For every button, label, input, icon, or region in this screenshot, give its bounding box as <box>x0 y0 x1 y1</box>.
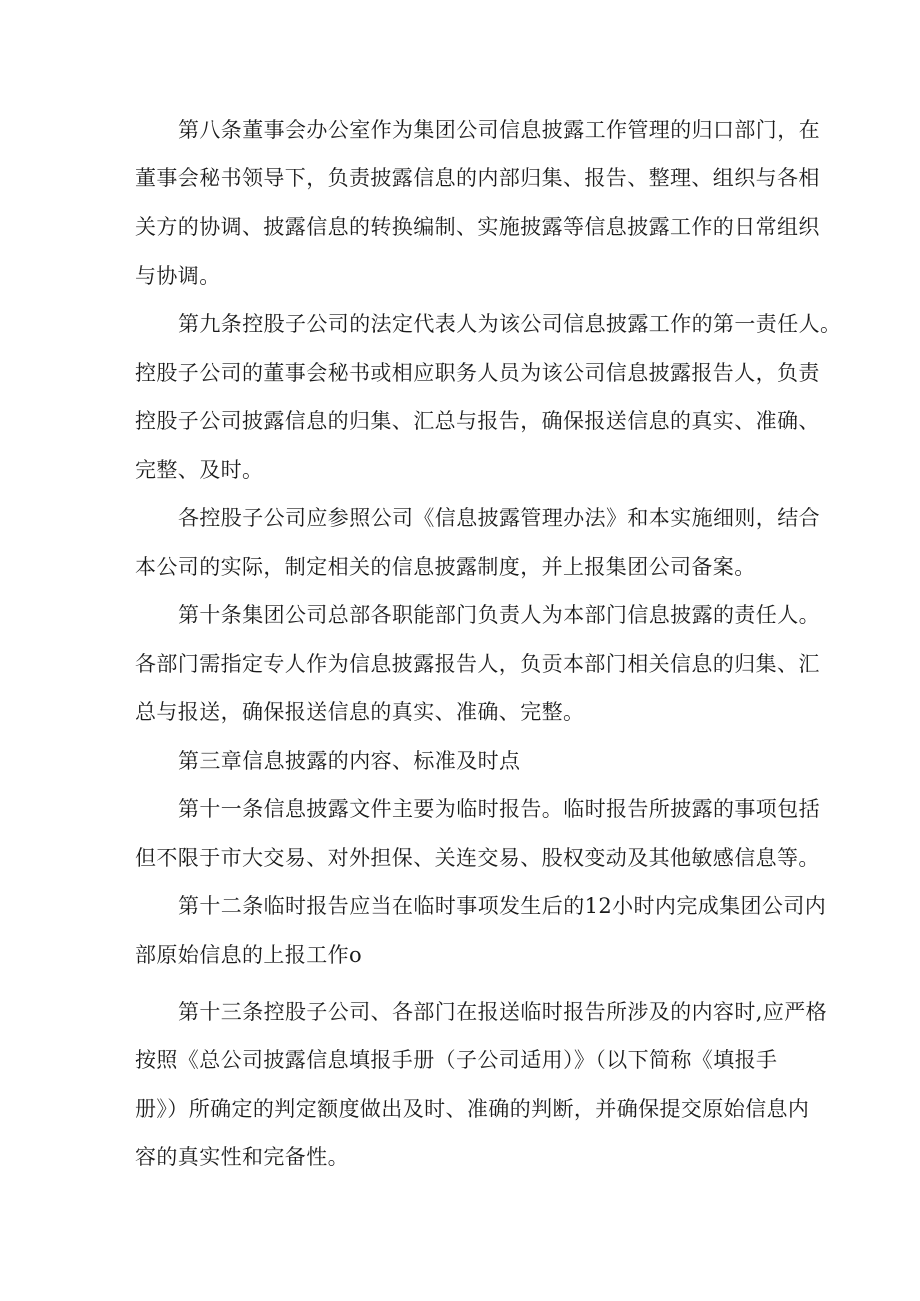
paragraph-line: 但不限于市大交易、对外担保、关连交易、股权变动及其他敏感信息等。 <box>135 846 820 870</box>
paragraph-line: 关方的协调、披露信息的转换编制、实施披露等信息披露工作的日常组织 <box>135 215 820 239</box>
chapter-heading: 第三章信息披露的内容、标准及时点 <box>178 749 521 773</box>
paragraph-line: 部原始信息的上报工作o <box>135 943 363 967</box>
paragraph-line: 第十一条信息披露文件主要为临时报告。临时报告所披露的事项包括 <box>178 797 820 821</box>
paragraph-line: 第九条控股子公司的法定代表人为该公司信息披露工作的第一责任人。 <box>178 312 842 336</box>
paragraph-line: 按照《总公司披露信息填报手册（子公司适用）》（以下简称《填报手 <box>135 1048 778 1072</box>
paragraph-line: 控股子公司的董事会秘书或相应职务人员为该公司信息披露报告人，负责 <box>135 361 820 385</box>
paragraph-line: 完整、及时。 <box>135 458 264 482</box>
paragraph-line: 本公司的实际，制定相关的信息披露制度，并上报集团公司备案。 <box>135 555 756 579</box>
paragraph-line: 与协调。 <box>135 264 221 288</box>
paragraph-line: 各控股子公司应参照公司《信息披露管理办法》和本实施细则，结合 <box>178 506 820 530</box>
paragraph-line: 董事会秘书领导下，负责披露信息的内部归集、报告、整理、组织与各相 <box>135 166 820 190</box>
paragraph-line: 第十三条控股子公司、各部门在报送临时报告所涉及的内容时,应严格 <box>178 1000 828 1024</box>
paragraph-line: 总与报送，确保报送信息的真实、准确、完整。 <box>135 700 585 724</box>
paragraph-line: 第八条董事会办公室作为集团公司信息披露工作管理的归口部门，在 <box>178 118 820 142</box>
paragraph-line: 各部门需指定专人作为信息披露报告人，负贡本部门相关信息的归集、汇 <box>135 652 820 676</box>
paragraph-line: 容的真实性和完备性。 <box>135 1145 349 1169</box>
paragraph-line: 第十二条临时报告应当在临时事项发生后的12小时内完成集团公司内 <box>178 894 827 918</box>
paragraph-line: 第十条集团公司总部各职能部门负责人为本部门信息披露的责任人。 <box>178 603 820 627</box>
paragraph-line: 控股子公司披露信息的归集、汇总与报告，确保报送信息的真实、准确、 <box>135 409 820 433</box>
paragraph-line: 册》）所确定的判定额度做出及时、准确的判断，并确保提交原始信息内 <box>135 1097 810 1121</box>
